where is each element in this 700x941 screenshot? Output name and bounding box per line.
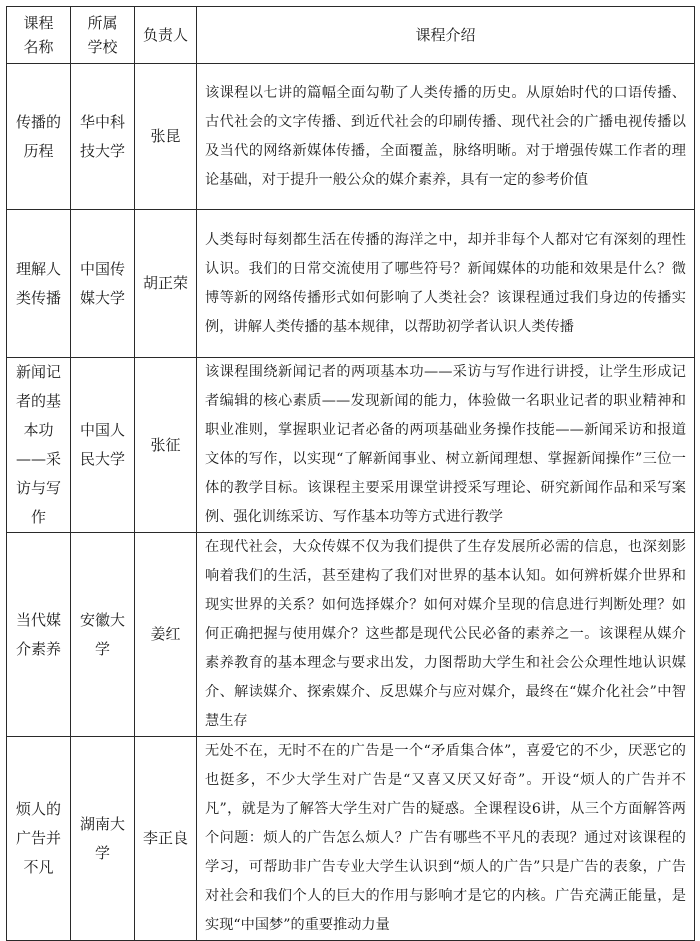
course-name-cell: 新闻记者的基本功——采访与写作 [7, 358, 71, 533]
school-cell: 华中科技大学 [71, 64, 135, 210]
school-cell: 安徽大学 [71, 533, 135, 737]
header-owner: 负责人 [135, 7, 197, 64]
course-name-cell: 当代媒介素养 [7, 533, 71, 737]
owner-cell: 姜红 [135, 533, 197, 737]
table-row [7, 737, 695, 941]
course-table [6, 6, 695, 941]
header-school: 所属学校 [71, 7, 135, 64]
intro-cell: 该课程以七讲的篇幅全面勾勒了人类传播的历史。从原始时代的口语传播、古代社会的文字传播、到近代社会的印刷传播、现代社会的广播电视传播以及当代的网络新媒体传播，全面覆盖，脉络明晰。对于增强传媒工作者的理论基础，对于提升一般公众的媒介素养，具有一定的参考价值 [197, 64, 695, 210]
intro-cell: 该课程围绕新闻记者的两项基本功——采访与写作进行讲授，让学生形成记者编辑的核心素质——发现新闻的能力，体验做一名职业记者的职业精神和职业准则，掌握职业记者必备的两项基础业务操作技能——新闻采访和报道文体的写作，以实现“了解新闻事业、树立新闻理想、掌握新闻操作”三位一体的教学目标。该课程主要采用课堂讲授采写理论、研究新闻作品和采写案例、强化训练采访、写作基本功等方式进行教学 [197, 358, 695, 533]
table-row [7, 210, 695, 358]
header-intro: 课程介绍 [197, 7, 695, 64]
table-row [7, 358, 695, 533]
course-name-cell: 理解人类传播 [7, 210, 71, 358]
owner-cell: 张昆 [135, 64, 197, 210]
owner-cell: 李正良 [135, 737, 197, 941]
owner-cell: 胡正荣 [135, 210, 197, 358]
header-course-name: 课程名称 [7, 7, 71, 64]
course-name-cell: 传播的历程 [7, 64, 71, 210]
table-header-row [7, 7, 695, 64]
school-cell: 湖南大学 [71, 737, 135, 941]
course-name-cell: 烦人的广告并不凡 [7, 737, 71, 941]
school-cell: 中国人民大学 [71, 358, 135, 533]
intro-cell: 无处不在，无时不在的广告是一个“矛盾集合体”，喜爱它的不少，厌恶它的也挺多，不少大学生对广告是“又喜又厌又好奇”。开设“烦人的广告并不凡”，就是为了解答大学生对广告的疑惑。全课程设6讲，从三个方面解答两个问题：烦人的广告怎么烦人？广告有哪些不平凡的表现？通过对该课程的学习，可帮助非广告专业大学生认识到“烦人的广告”只是广告的表象，广告对社会和我们个人的巨大的作用与影响才是它的内核。广告充满正能量，是实现“中国梦”的重要推动力量 [197, 737, 695, 941]
intro-cell: 人类每时每刻都生活在传播的海洋之中，却并非每个人都对它有深刻的理性认识。我们的日常交流使用了哪些符号？新闻媒体的功能和效果是什么？微博等新的网络传播形式如何影响了人类社会？该课程通过我们身边的传播实例，讲解人类传播的基本规律，以帮助初学者认识人类传播 [197, 210, 695, 358]
intro-cell: 在现代社会，大众传媒不仅为我们提供了生存发展所必需的信息，也深刻影响着我们的生活，甚至建构了我们对世界的基本认知。如何辨析媒介世界和现实世界的关系？如何选择媒介？如何对媒介呈现的信息进行判断处理？如何正确把握与使用媒介？这些都是现代公民必备的素养之一。该课程从媒介素养教育的基本理念与要求出发，力图帮助大学生和社会公众理性地认识媒介、解读媒介、探索媒介、反思媒介与应对媒介，最终在“媒介化社会”中智慧生存 [197, 533, 695, 737]
owner-cell: 张征 [135, 358, 197, 533]
school-cell: 中国传媒大学 [71, 210, 135, 358]
table-row [7, 64, 695, 210]
table-row [7, 533, 695, 737]
